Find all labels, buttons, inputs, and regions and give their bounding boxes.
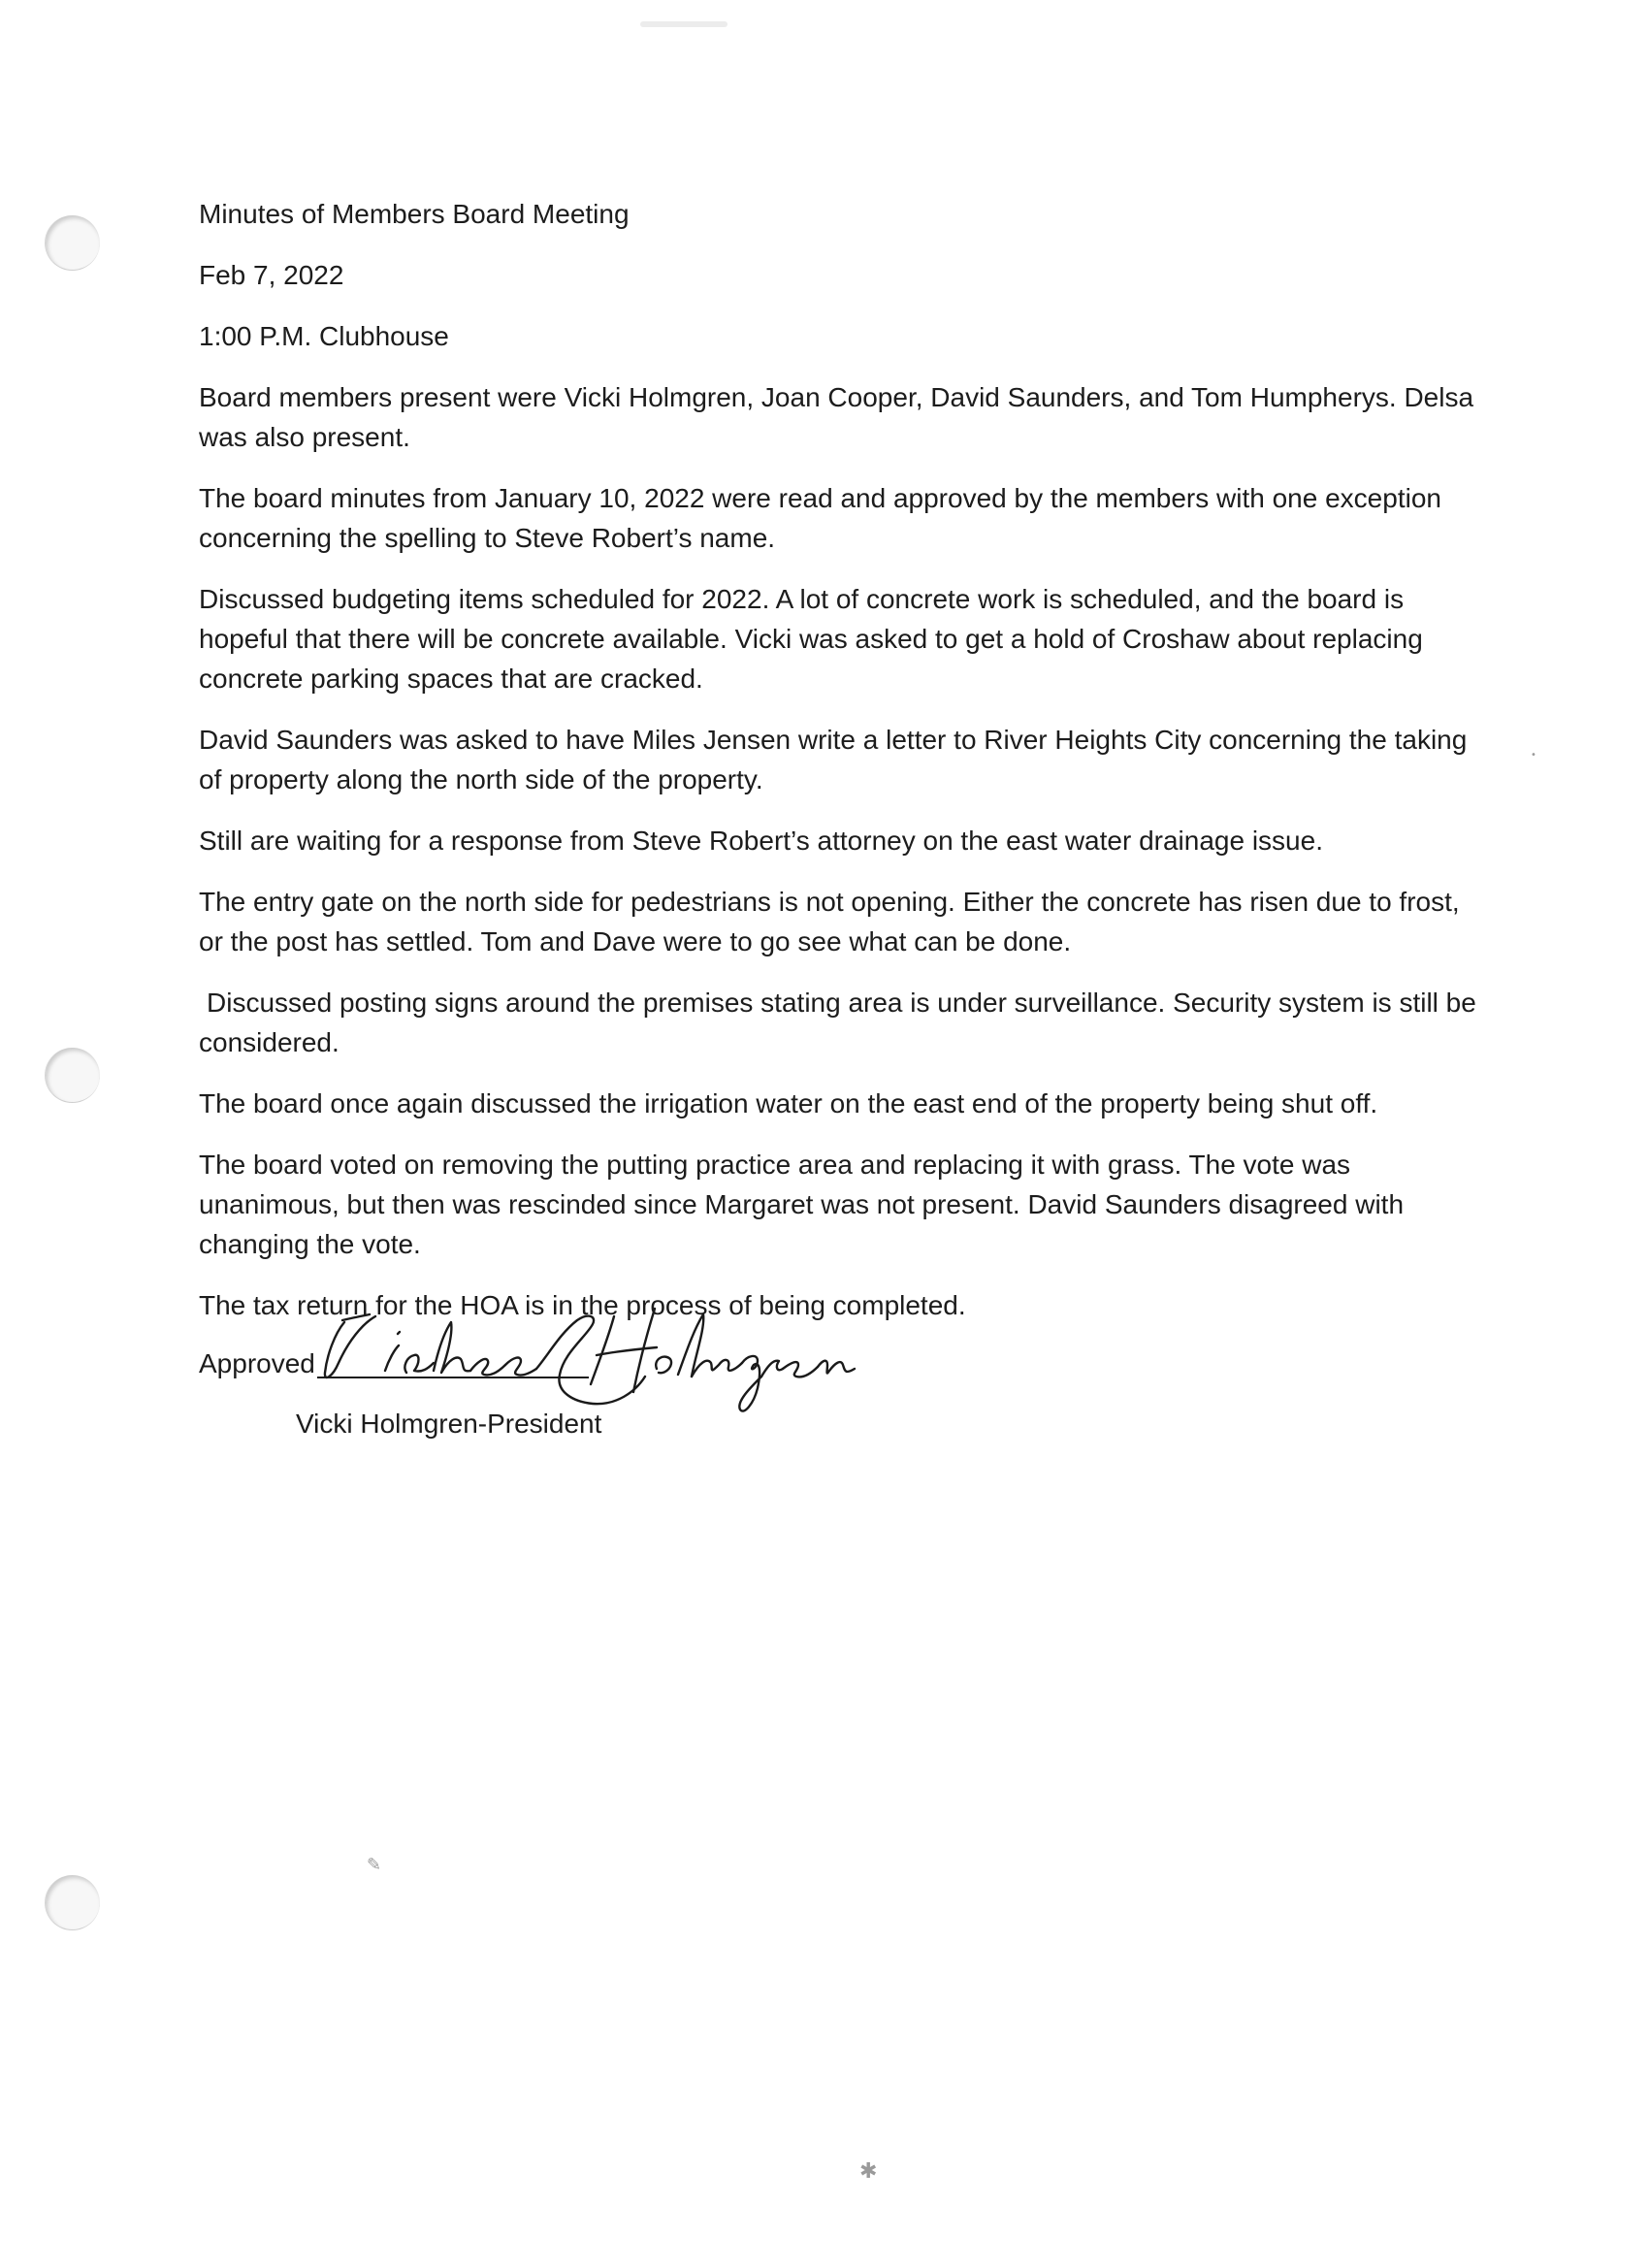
paragraph-letter: David Saunders was asked to have Miles Jensen write a letter to River Heights City concerning the taking of property along the north side of the property. [199,725,1468,794]
paragraph-tax-return: The tax return for the HOA is in the process of being completed. [199,1290,966,1320]
signer-name: Vicki Holmgren-President [296,1409,602,1439]
punch-hole-bottom [45,1875,100,1930]
minutes-content [199,194,1479,1439]
scan-speck: ✱ [859,2159,878,2184]
document-title: Minutes of Members Board Meeting [199,199,630,229]
paragraph-previous-minutes: The board minutes from January 10, 2022 were read and approved by the members with one exception concerning the spelling to Steve Robert’s name. [199,483,1441,553]
paragraph-putting-area: The board voted on removing the putting practice area and replacing it with grass. The vote was unanimous, but then was rescinded since Margaret was not present. David Saunders disagreed with changing the vote. [199,1150,1405,1259]
paragraph-budget: Discussed budgeting items scheduled for 2022. A lot of concrete work is scheduled, and the board is hopeful that there will be concrete available. Vicki was asked to get a hold of Croshaw about replacing concrete parking spaces that are cracked. [199,584,1423,694]
paragraph-surveillance: Discussed posting signs around the premises stating area is under surveillance. Security system is still be considered. [199,988,1476,1057]
approval-block [199,1344,1479,1439]
paragraph-drainage: Still are waiting for a response from Steve Robert’s attorney on the east water drainage issue. [199,826,1323,856]
punch-hole-top [45,215,100,271]
punch-hole-middle [45,1048,100,1103]
scan-artifact [640,21,728,27]
paragraph-attendance: Board members present were Vicki Holmgren, Joan Cooper, David Saunders, and Tom Humpherys. Delsa was also present. [199,382,1474,452]
scan-speck: • [1531,750,1536,761]
paragraph-entry-gate: The entry gate on the north side for pedestrians is not opening. Either the concrete has risen due to frost, or the post has settled. Tom and Dave were to go see what can be done. [199,887,1460,956]
meeting-date: Feb 7, 2022 [199,260,344,290]
paragraph-irrigation: The board once again discussed the irrigation water on the east end of the property being shut off. [199,1088,1378,1118]
meeting-time-location: 1:00 P.M. Clubhouse [199,321,449,351]
scan-speck: ✎ [367,1855,382,1875]
approved-label: Approved [199,1348,315,1378]
